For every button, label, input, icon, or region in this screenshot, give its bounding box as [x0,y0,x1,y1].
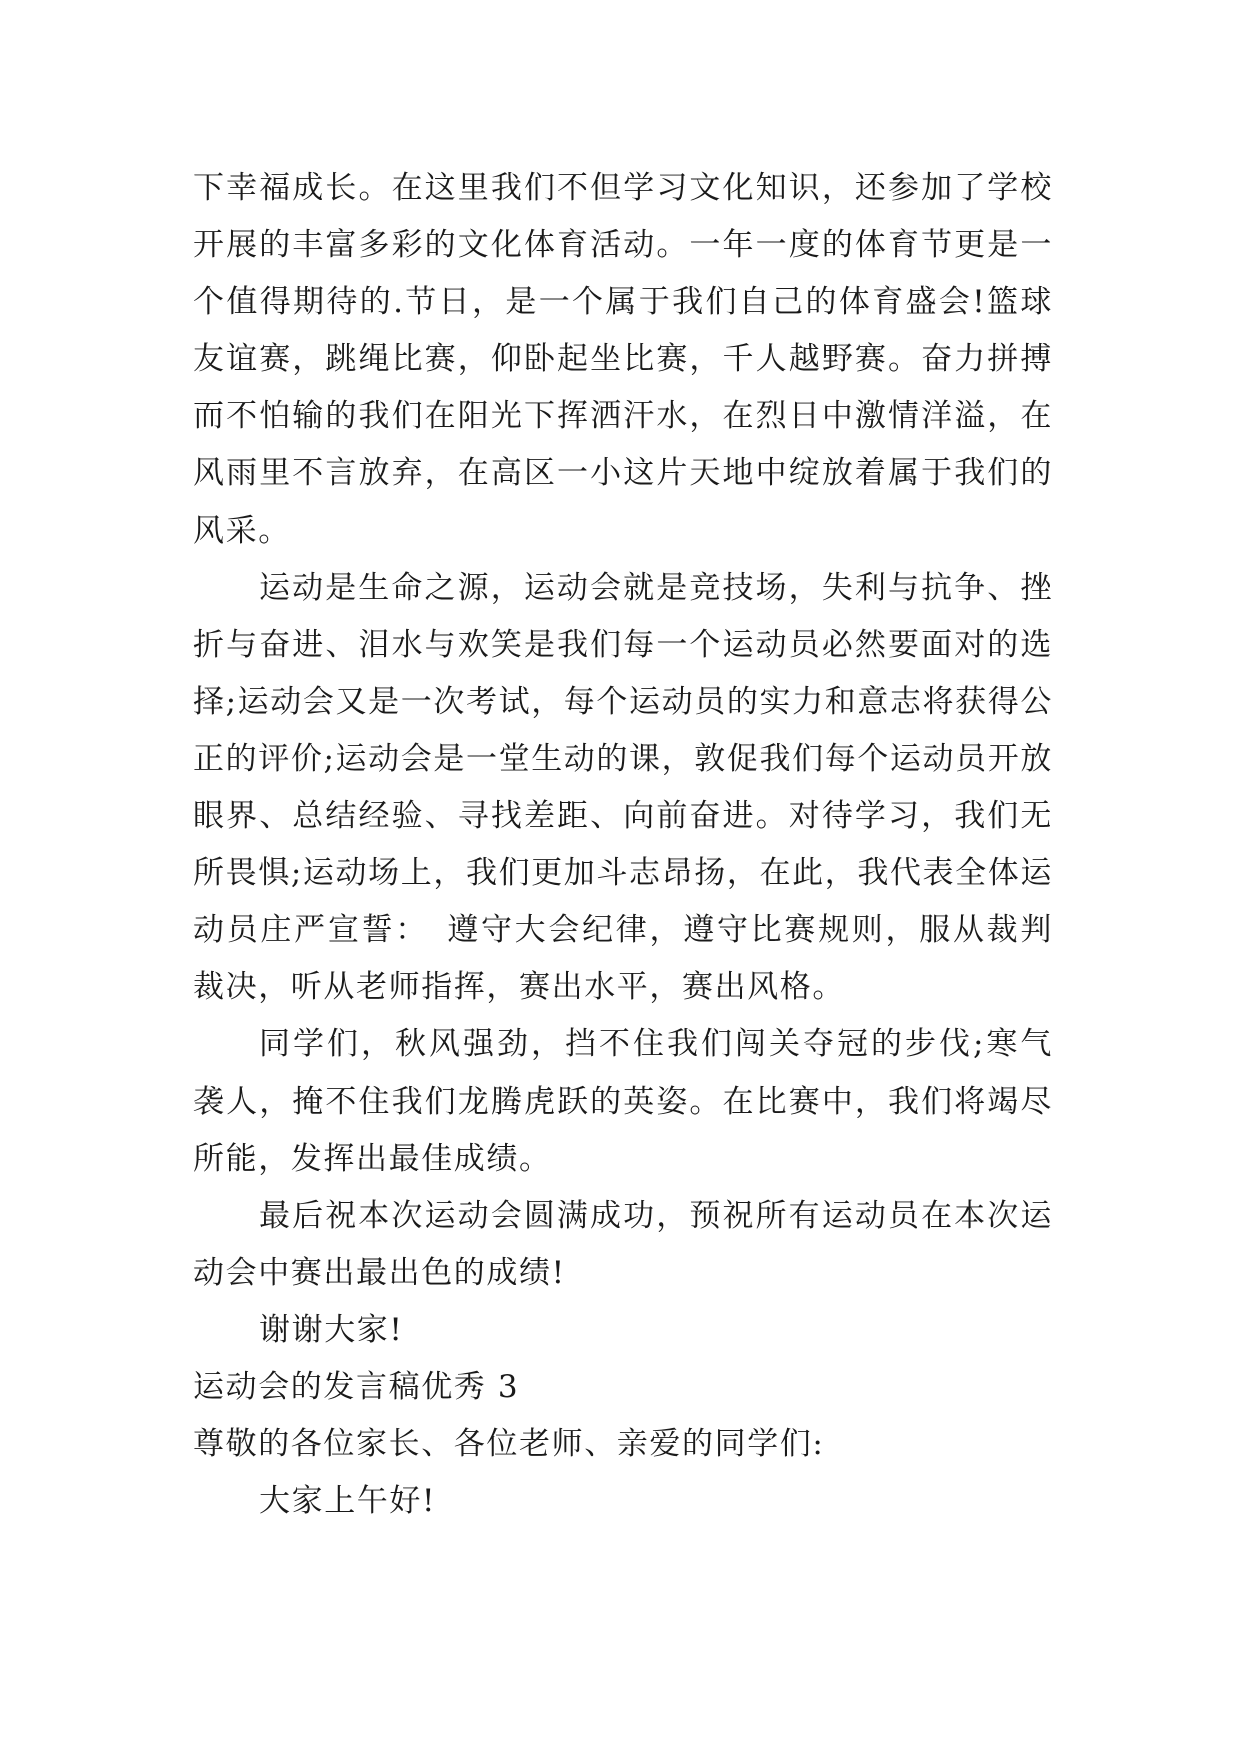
paragraph-4: 最后祝本次运动会圆满成功，预祝所有运动员在本次运动会中赛出最出色的成绩! [193,1197,1053,1291]
section-title: 运动会的发言稿优秀 3 [193,1368,520,1405]
document-body [193,160,1053,1530]
salutation: 尊敬的各位家长、各位老师、亲爱的同学们: [193,1426,825,1463]
paragraph-2: 运动是生命之源，运动会就是竞技场，失利与抗争、挫折与奋进、泪水与欢笑是我们每一个运动员必然要面对的选择;运动会又是一次考试，每个运动员的实力和意志将获得公正的评价;运动会是一堂生动的课，敦促我们每个运动员开放眼界、总结经验、寻找差距、向前奋进。对待学习，我们无所畏惧;运动场上，我们更加斗志昂扬，在此，我代表全体运动员庄严宣誓： 遵守大会纪律，遵守比赛规则，服从裁判裁决，听从老师指挥，赛出水平，赛出风格。 [193,569,1053,1006]
paragraph-1: 下幸福成长。在这里我们不但学习文化知识，还参加了学校开展的丰富多彩的文化体育活动。一年一度的体育节更是一个值得期待的.节日，是一个属于我们自己的体育盛会!篮球友谊赛，跳绳比赛，仰卧起坐比赛，千人越野赛。奋力拼搏而不怕输的我们在阳光下挥洒汗水，在烈日中激情洋溢，在风雨里不言放弃，在高区一小这片天地中绽放着属于我们的风采。 [193,170,1053,549]
paragraph-3: 同学们，秋风强劲，挡不住我们闯关夺冠的步伐;寒气袭人，掩不住我们龙腾虎跃的英姿。在比赛中，我们将竭尽所能，发挥出最佳成绩。 [193,1026,1053,1177]
paragraph-5: 谢谢大家! [259,1311,404,1348]
greeting: 大家上午好! [259,1483,437,1520]
